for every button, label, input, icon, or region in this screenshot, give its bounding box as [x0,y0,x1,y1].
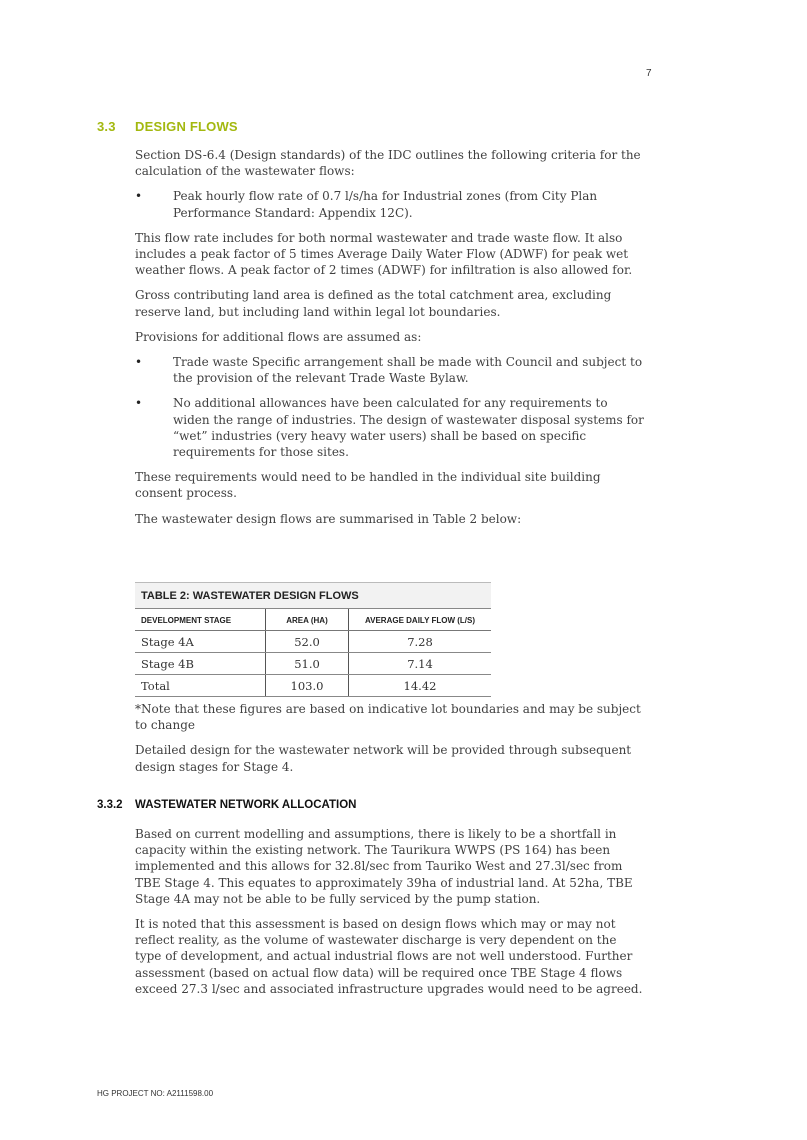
intro-paragraph: Section DS-6.4 (Design standards) of the IDC outlines the following criteria for the calculation of the wastewater flows: [135,148,641,179]
column-header: DEVELOPMENT STAGE [135,609,266,631]
summary-paragraph: The wastewater design flows are summarised in Table 2 below: [135,511,522,526]
table-cell: 7.28 [349,631,492,653]
table-cell: Stage 4A [135,631,266,653]
subsection-number: 3.3.2 [97,799,123,811]
section-heading [97,119,238,134]
page-number: 7 [646,68,652,79]
criteria-list [135,188,645,220]
table-row [135,675,491,697]
column-header: AVERAGE DAILY FLOW (L/S) [349,609,492,631]
provisions-list [135,354,645,460]
list-item [135,188,645,220]
section-body [135,147,645,536]
table-cell: Total [135,675,266,697]
table-header-row [135,609,491,631]
section-number: 3.3 [97,119,116,134]
table-cell: 103.0 [266,675,349,697]
table-row [135,631,491,653]
provision-text: No additional allowances have been calculated for any requirements to widen the range of industries. The design of wastewater disposal systems for “wet” industries (very heavy water users) shall be based on specific requirements for those sites. [173,396,644,460]
list-item [135,354,645,386]
table-cell: 14.42 [349,675,492,697]
assessment-paragraph: It is noted that this assessment is based on design flows which may or may not reflect reality, as the volume of wastewater discharge is very dependent on the type of development, and actual industrial flows are not well understood. Further assessment (based on actual flow data) will be required once TBE Stage 4 flows exceed 27.3 l/sec and associated infrastructure upgrades would need to be agreed. [135,917,643,996]
list-item [135,395,645,460]
column-header: AREA (HA) [266,609,349,631]
bullet-icon: • [135,355,143,370]
table-cell: Stage 4B [135,653,266,675]
table-cell: 51.0 [266,653,349,675]
table-cell: 52.0 [266,631,349,653]
flow-paragraph: This flow rate includes for both normal wastewater and trade waste flow. It also includes a peak factor of 5 times Average Daily Water Flow (ADWF) for peak wet weather flows. A peak factor of 2 times (ADWF) for infiltration is also allowed for. [135,230,633,278]
section-title: DESIGN FLOWS [135,119,238,134]
bullet-icon: • [135,396,143,411]
bullet-icon: • [135,189,143,204]
design-flows-table [135,582,491,697]
post-table-body [135,701,645,784]
table-cell: 7.14 [349,653,492,675]
subsection-body [135,826,645,1006]
detailed-design-paragraph: Detailed design for the wastewater network will be provided through subsequent design stages for Stage 4. [135,743,632,774]
allocation-paragraph: Based on current modelling and assumptions, there is likely to be a shortfall in capacity within the existing network. The Taurikura WWPS (PS 164) has been implemented and this allows for 32.8l/sec from Tauriko West and 27.3l/sec from TBE Stage 4. This equates to approximately 39ha of industrial land. At 52ha, TBE Stage 4A may not be able to be fully serviced by the pump station. [135,827,633,906]
footer-project-number: HG PROJECT NO: A2111598.00 [97,1089,214,1098]
criteria-text: Peak hourly flow rate of 0.7 l/s/ha for Industrial zones (from City Plan Performance Standard: Appendix 12C). [173,189,598,220]
table-note: *Note that these figures are based on indicative lot boundaries and may be subject to change [135,702,641,733]
requirements-paragraph: These requirements would need to be handled in the individual site building consent process. [135,470,601,501]
table-row [135,653,491,675]
provisions-paragraph: Provisions for additional flows are assumed as: [135,329,422,344]
table-caption: TABLE 2: WASTEWATER DESIGN FLOWS [135,583,491,609]
gross-area-paragraph: Gross contributing land area is defined as the total catchment area, excluding reserve land, but including land within legal lot boundaries. [135,288,612,319]
subsection-title: WASTEWATER NETWORK ALLOCATION [135,799,357,811]
subsection-heading [97,799,356,811]
provision-text: Trade waste Specific arrangement shall be made with Council and subject to the provision of the relevant Trade Waste Bylaw. [173,355,643,386]
